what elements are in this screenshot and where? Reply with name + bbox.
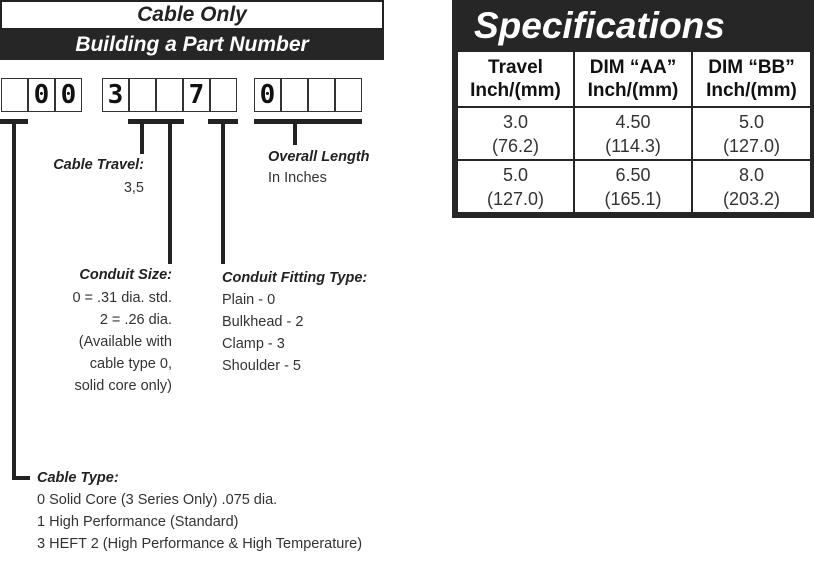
digit-box-4: 3 bbox=[102, 78, 129, 112]
digit-box-7: 7 bbox=[183, 78, 210, 112]
conduit-fitting-option: Plain - 0 bbox=[222, 292, 276, 308]
table-cell bbox=[574, 107, 692, 160]
overall-length-leader bbox=[293, 119, 297, 145]
cable-travel-leader bbox=[140, 119, 144, 154]
digit-box-6 bbox=[156, 78, 183, 112]
header-line-1: DIM “BB” bbox=[708, 57, 795, 78]
header-line-2: Inch/(mm) bbox=[587, 80, 679, 101]
table-cell bbox=[692, 107, 811, 160]
conduit-fitting-label: Conduit Fitting Type: bbox=[222, 270, 368, 286]
cable-type-leader bbox=[12, 119, 16, 480]
cell-inch: 5.0 bbox=[502, 164, 529, 185]
conduit-size-line-5: solid core only) bbox=[74, 378, 172, 394]
cable-travel-label: Cable Travel: bbox=[53, 157, 144, 173]
cell-mm: (203.2) bbox=[722, 188, 781, 209]
cable-type-label: Cable Type: bbox=[37, 470, 119, 486]
cell-mm: (127.0) bbox=[722, 135, 781, 156]
conduit-size-label: Conduit Size: bbox=[79, 267, 172, 283]
table-row bbox=[457, 160, 811, 213]
cable-type-option: 0 Solid Core (3 Series Only) .075 dia. bbox=[37, 492, 278, 508]
specifications-title: Specifications bbox=[474, 5, 725, 46]
cell-inch: 5.0 bbox=[738, 111, 765, 132]
conduit-fitting-option: Clamp - 3 bbox=[222, 336, 285, 352]
cell-inch: 8.0 bbox=[738, 164, 765, 185]
conduit-size-line-1: 0 = .31 dia. std. bbox=[72, 290, 172, 306]
table-cell bbox=[574, 160, 692, 213]
digit-box-5 bbox=[129, 78, 156, 112]
overall-length-note: In Inches bbox=[268, 170, 327, 186]
cell-mm: (165.1) bbox=[604, 188, 662, 209]
digit-box-1 bbox=[1, 78, 28, 112]
travel-header bbox=[457, 51, 574, 107]
cable-travel-values: 3,5 bbox=[123, 180, 144, 196]
digit-box-10 bbox=[281, 78, 308, 112]
specifications-table bbox=[456, 50, 812, 214]
cable-type-tick bbox=[12, 476, 30, 480]
table-cell bbox=[457, 107, 574, 160]
overall-length-label: Overall Length bbox=[268, 149, 370, 165]
cable-type-option: 3 HEFT 2 (High Performance & High Temperature) bbox=[37, 536, 363, 552]
conduit-size-line-4: cable type 0, bbox=[89, 356, 172, 372]
dim-aa-header bbox=[574, 51, 692, 107]
digit-box-12 bbox=[335, 78, 362, 112]
cable-type-option: 1 High Performance (Standard) bbox=[37, 514, 239, 530]
digit-box-8 bbox=[210, 78, 237, 112]
cell-mm: (127.0) bbox=[486, 188, 545, 209]
cell-inch: 4.50 bbox=[615, 111, 651, 132]
conduit-fitting-option: Bulkhead - 2 bbox=[222, 314, 304, 330]
header-line-1: Travel bbox=[488, 57, 543, 78]
header-line-2: Inch/(mm) bbox=[470, 80, 561, 101]
part-number-heading: Building a Part Number bbox=[0, 30, 384, 60]
digit-box-2: 0 bbox=[28, 78, 55, 112]
conduit-size-line-3: (Available with bbox=[78, 334, 172, 350]
table-row bbox=[457, 107, 811, 160]
table-cell bbox=[692, 160, 811, 213]
conduit-size-line-2: 2 = .26 dia. bbox=[99, 312, 172, 328]
overall-length-bracket bbox=[254, 119, 362, 124]
cell-inch: 6.50 bbox=[615, 164, 651, 185]
header-line-1: DIM “AA” bbox=[589, 57, 677, 78]
digit-box-11 bbox=[308, 78, 335, 112]
table-cell bbox=[457, 160, 574, 213]
spec-header-row bbox=[457, 51, 811, 107]
digit-box-9: 0 bbox=[254, 78, 281, 112]
cable-only-title: Cable Only bbox=[0, 0, 384, 30]
cell-inch: 3.0 bbox=[502, 111, 529, 132]
conduit-fitting-leader bbox=[221, 119, 225, 264]
dim-bb-header bbox=[692, 51, 811, 107]
conduit-fitting-option: Shoulder - 5 bbox=[222, 358, 301, 374]
cell-mm: (76.2) bbox=[491, 135, 540, 156]
cell-mm: (114.3) bbox=[605, 135, 661, 156]
conduit-size-leader bbox=[168, 119, 172, 264]
header-line-2: Inch/(mm) bbox=[706, 80, 797, 101]
digit-box-3: 0 bbox=[55, 78, 82, 112]
